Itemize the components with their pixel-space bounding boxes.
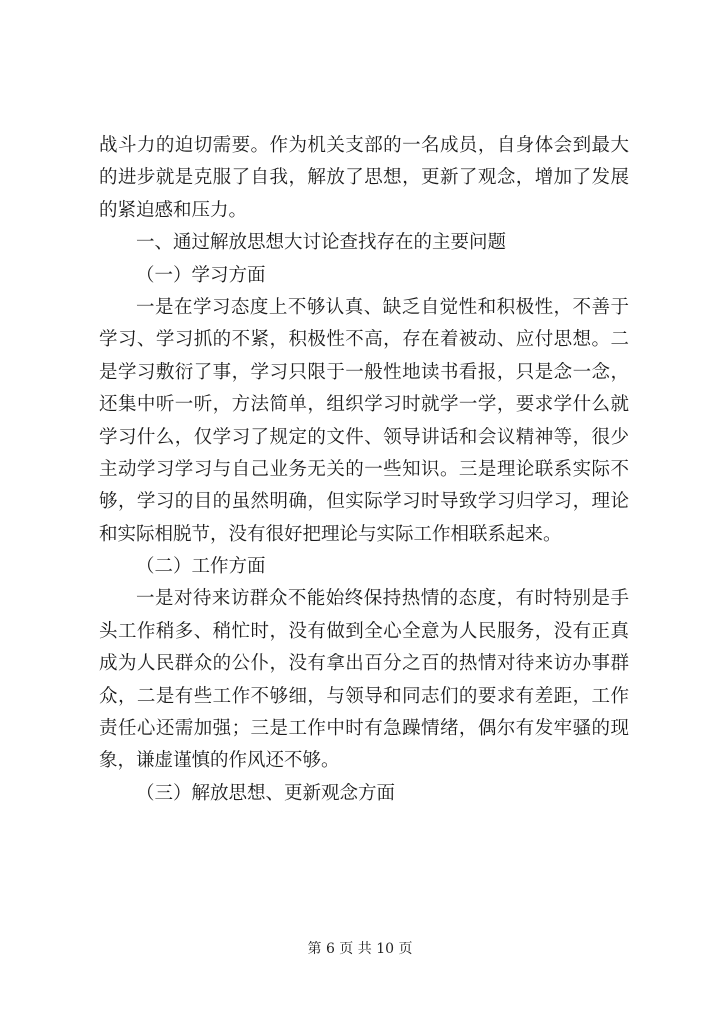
body-line: 象，谦虚谨慎的作风还不够。 bbox=[99, 750, 340, 772]
subsection-heading: （一）学习方面 bbox=[136, 264, 266, 286]
body-line: 主动学习学习与自己业务无关的一些知识。三是理论联系实际不 bbox=[99, 458, 629, 480]
body-line: 是学习敷衍了事，学习只限于一般性地读书看报，只是念一念， bbox=[99, 361, 629, 383]
body-line: 一是对待来访群众不能始终保持热情的态度，有时特别是手 bbox=[136, 588, 629, 610]
body-line: 的紧迫感和压力。 bbox=[99, 199, 248, 221]
body-line: 学习、学习抓的不紧，积极性不高，存在着被动、应付思想。二 bbox=[99, 329, 629, 351]
subsection-heading: （二）工作方面 bbox=[136, 556, 266, 578]
body-line: 责任心还需加强；三是工作中时有急躁情绪，偶尔有发牢骚的现 bbox=[99, 718, 629, 740]
section-heading: 一、通过解放思想大讨论查找存在的主要问题 bbox=[136, 232, 507, 254]
body-line: 的进步就是克服了自我，解放了思想，更新了观念，增加了发展 bbox=[99, 167, 629, 189]
body-line: 成为人民群众的公仆，没有拿出百分之百的热情对待来访办事群 bbox=[99, 653, 629, 675]
subsection-heading: （三）解放思想、更新观念方面 bbox=[136, 782, 396, 804]
body-line: 和实际相脱节，没有很好把理论与实际工作相联系起来。 bbox=[99, 523, 562, 545]
body-line: 还集中听一听，方法简单，组织学习时就学一学，要求学什么就 bbox=[99, 394, 629, 416]
body-line: 头工作稍多、稍忙时，没有做到全心全意为人民服务，没有正真 bbox=[99, 620, 629, 642]
document-body bbox=[99, 130, 629, 810]
body-line: 众，二是有些工作不够细，与领导和同志们的要求有差距，工作 bbox=[99, 685, 629, 707]
body-line: 一是在学习态度上不够认真、缺乏自觉性和积极性，不善于 bbox=[136, 296, 629, 318]
body-line: 学习什么，仅学习了规定的文件、领导讲话和会议精神等，很少 bbox=[99, 426, 629, 448]
body-line: 够，学习的目的虽然明确，但实际学习时导致学习归学习，理论 bbox=[99, 491, 629, 513]
body-line: 战斗力的迫切需要。作为机关支部的一名成员，自身体会到最大 bbox=[99, 135, 629, 156]
page-footer: 第 6 页 共 10 页 bbox=[307, 941, 413, 957]
